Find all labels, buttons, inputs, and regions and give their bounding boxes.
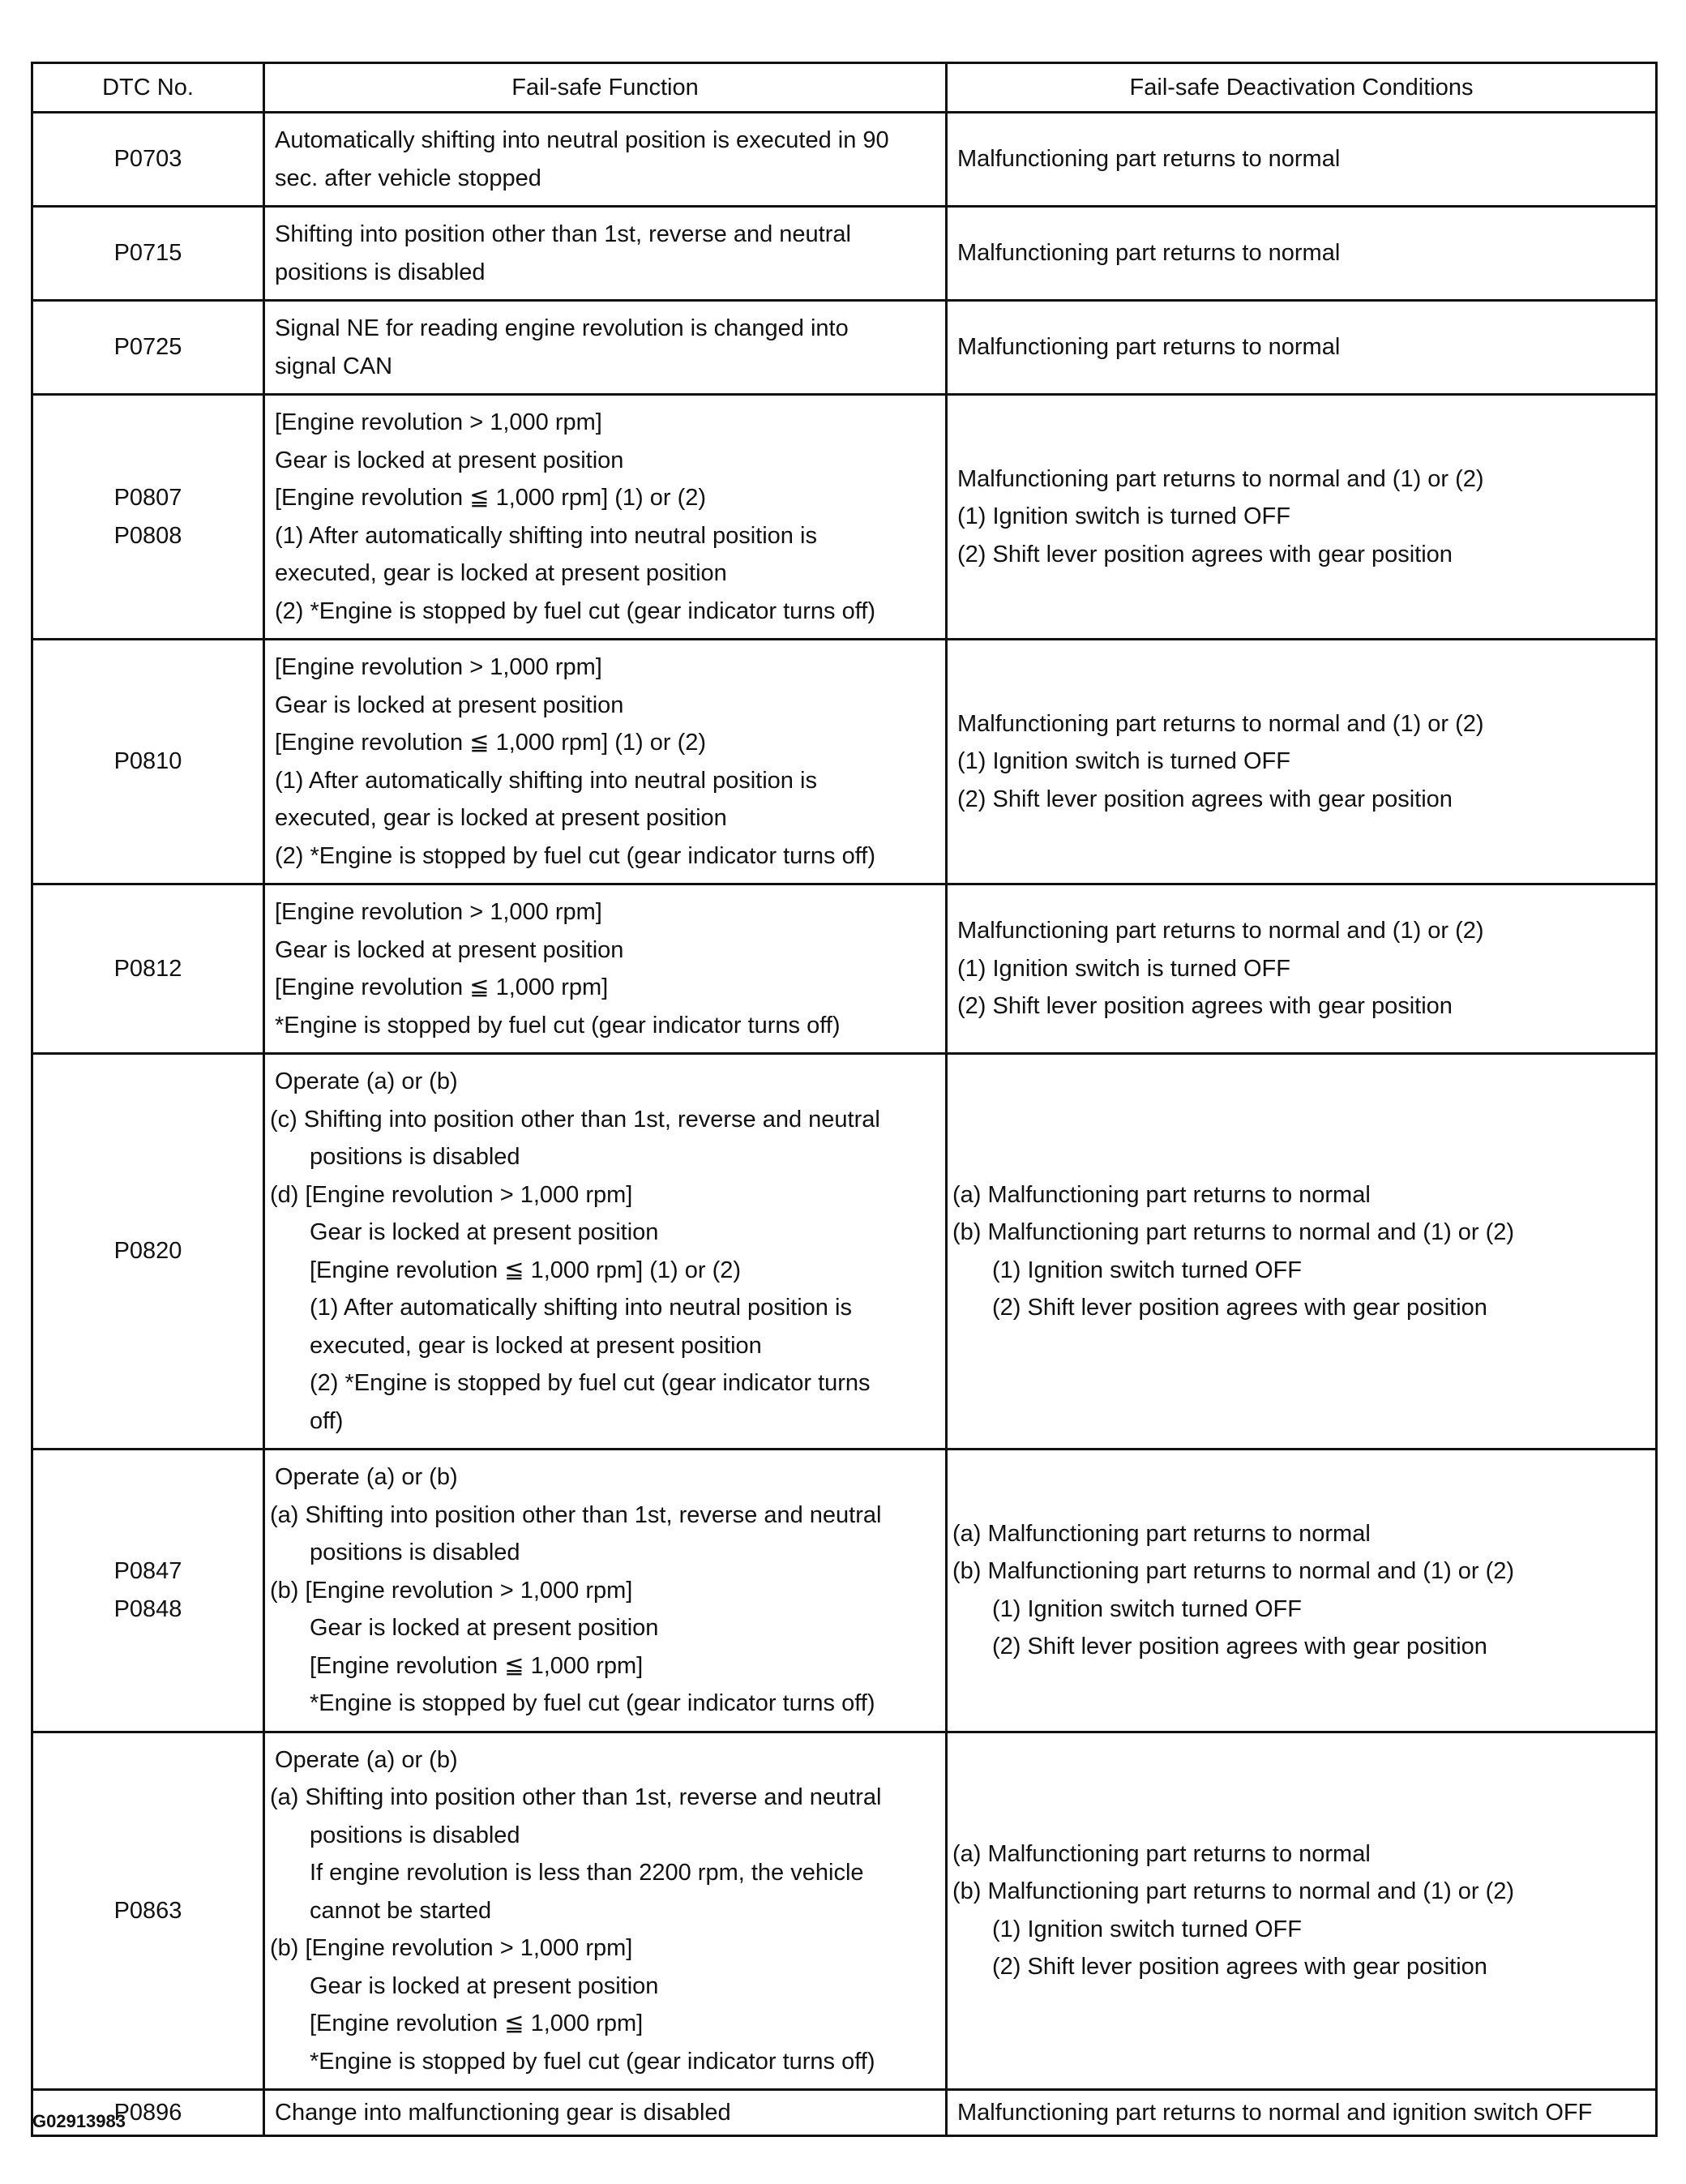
fail-safe-function-cell bbox=[264, 1732, 947, 2090]
dtc-code: P0715 bbox=[113, 240, 182, 267]
cell-line: (b) [Engine revolution > 1,000 rpm] bbox=[270, 1577, 633, 1604]
header-dtc-no: DTC No. bbox=[32, 63, 264, 113]
cell-line: Automatically shifting into neutral position is executed in 90 bbox=[275, 127, 889, 153]
cell-line: (1) After automatically shifting into neutral position is bbox=[275, 522, 817, 549]
cell-line: positions is disabled bbox=[310, 1540, 520, 1565]
fail-safe-function-cell bbox=[264, 1054, 947, 1450]
cell-line: (d) [Engine revolution > 1,000 rpm] bbox=[270, 1181, 633, 1208]
cell-line: (b) Malfunctioning part returns to normal and (1) or (2) bbox=[952, 1558, 1515, 1585]
deactivation-condition-cell bbox=[947, 640, 1657, 884]
cell-line: Malfunctioning part returns to normal and (1) or (2) bbox=[957, 918, 1484, 944]
dtc-code: P0847 bbox=[113, 1558, 182, 1585]
cell-line: (2) Shift lever position agrees with gear position bbox=[957, 786, 1453, 812]
dtc-code-cell bbox=[32, 207, 264, 301]
cell-line: (b) Malfunctioning part returns to normal and (1) or (2) bbox=[952, 1219, 1515, 1245]
cell-line: Operate (a) or (b) bbox=[275, 1068, 458, 1094]
dtc-code: P0812 bbox=[113, 955, 182, 982]
cell-line: sec. after vehicle stopped bbox=[275, 165, 541, 191]
cell-line: (2) *Engine is stopped by fuel cut (gear indicator turns off) bbox=[275, 842, 875, 869]
cell-line: Gear is locked at present position bbox=[310, 1615, 659, 1641]
fail-safe-function-cell bbox=[264, 395, 947, 640]
deactivation-condition-cell bbox=[947, 301, 1657, 395]
cell-line: positions is disabled bbox=[310, 1822, 520, 1848]
cell-line: [Engine revolution > 1,000 rpm] bbox=[275, 409, 602, 435]
cell-line: (2) Shift lever position agrees with gear position bbox=[957, 541, 1453, 567]
dtc-code-cell bbox=[32, 640, 264, 884]
fail-safe-function-cell bbox=[264, 884, 947, 1054]
cell-line: Malfunctioning part returns to normal and ignition switch OFF bbox=[957, 2099, 1593, 2126]
fail-safe-function-cell bbox=[264, 2090, 947, 2136]
cell-line: (2) Shift lever position agrees with gear position bbox=[992, 1634, 1487, 1660]
deactivation-condition-cell bbox=[947, 395, 1657, 640]
cell-line: (1) Ignition switch turned OFF bbox=[992, 1916, 1302, 1942]
cell-line: Gear is locked at present position bbox=[275, 447, 624, 473]
cell-line: Malfunctioning part returns to normal bbox=[957, 240, 1341, 267]
header-deactivation-conditions: Fail-safe Deactivation Conditions bbox=[947, 63, 1657, 113]
cell-line: (1) After automatically shifting into neutral position is bbox=[275, 767, 817, 794]
table-row bbox=[32, 1450, 1657, 1732]
cell-line: Malfunctioning part returns to normal bbox=[957, 146, 1341, 173]
dtc-code-cell bbox=[32, 113, 264, 207]
cell-line: (2) *Engine is stopped by fuel cut (gear indicator turns off) bbox=[275, 597, 875, 624]
dtc-code: P0810 bbox=[113, 748, 182, 775]
dtc-code-cell bbox=[32, 884, 264, 1054]
deactivation-condition-cell bbox=[947, 2090, 1657, 2136]
fail-safe-function-cell bbox=[264, 1450, 947, 1732]
table-row bbox=[32, 2090, 1657, 2136]
cell-line: Gear is locked at present position bbox=[275, 692, 624, 718]
dtc-code: P0863 bbox=[113, 1897, 182, 1924]
cell-line: *Engine is stopped by fuel cut (gear indicator turns off) bbox=[275, 1012, 841, 1038]
cell-line: (a) Malfunctioning part returns to normal bbox=[952, 1520, 1371, 1547]
deactivation-condition-cell bbox=[947, 884, 1657, 1054]
deactivation-condition-cell bbox=[947, 1732, 1657, 2090]
cell-line: (1) Ignition switch turned OFF bbox=[992, 1257, 1302, 1283]
table-header-row bbox=[32, 63, 1657, 113]
dtc-code-cell bbox=[32, 1450, 264, 1732]
cell-line: Gear is locked at present position bbox=[310, 1972, 659, 1999]
cell-line: (1) After automatically shifting into neutral position is bbox=[310, 1295, 852, 1321]
cell-line: executed, gear is locked at present position bbox=[275, 805, 727, 831]
cell-line: (1) Ignition switch turned OFF bbox=[992, 1595, 1302, 1622]
fail-safe-function-cell bbox=[264, 301, 947, 395]
cell-line: (2) Shift lever position agrees with gear position bbox=[957, 993, 1453, 1020]
dtc-code: P0820 bbox=[113, 1238, 182, 1265]
cell-line: (b) [Engine revolution > 1,000 rpm] bbox=[270, 1935, 633, 1961]
dtc-code-cell bbox=[32, 1054, 264, 1450]
cell-line: Operate (a) or (b) bbox=[275, 1464, 458, 1490]
cell-line: Malfunctioning part returns to normal and (1) or (2) bbox=[957, 710, 1484, 737]
cell-line: positions is disabled bbox=[275, 259, 486, 285]
cell-line: [Engine revolution ≦ 1,000 rpm] bbox=[310, 2011, 644, 2036]
cell-line: cannot be started bbox=[310, 1897, 492, 1924]
cell-line: signal CAN bbox=[275, 353, 393, 379]
cell-line: *Engine is stopped by fuel cut (gear indicator turns off) bbox=[310, 1690, 875, 1716]
cell-line: Operate (a) or (b) bbox=[275, 1746, 458, 1773]
fail-safe-function-cell bbox=[264, 640, 947, 884]
dtc-code: P0725 bbox=[113, 334, 182, 361]
cell-line: Gear is locked at present position bbox=[275, 936, 624, 963]
cell-line: executed, gear is locked at present position bbox=[310, 1332, 762, 1359]
dtc-code-cell bbox=[32, 395, 264, 640]
cell-line: Change into malfunctioning gear is disabled bbox=[275, 2099, 731, 2126]
fail-safe-function-cell bbox=[264, 207, 947, 301]
cell-line: [Engine revolution ≦ 1,000 rpm] (1) or (2) bbox=[275, 485, 707, 511]
dtc-code-cell bbox=[32, 301, 264, 395]
dtc-code-cell bbox=[32, 1732, 264, 2090]
cell-line: (b) Malfunctioning part returns to normal and (1) or (2) bbox=[952, 1878, 1515, 1905]
table-row bbox=[32, 395, 1657, 640]
table-row bbox=[32, 207, 1657, 301]
table-row bbox=[32, 1732, 1657, 2090]
figure-id: G02913983 bbox=[32, 2111, 126, 2131]
cell-line: [Engine revolution ≦ 1,000 rpm] bbox=[275, 974, 609, 1000]
cell-line: [Engine revolution > 1,000 rpm] bbox=[275, 899, 602, 925]
dtc-code: P0807 bbox=[113, 485, 182, 511]
table-row bbox=[32, 884, 1657, 1054]
deactivation-condition-cell bbox=[947, 1450, 1657, 1732]
cell-line: Signal NE for reading engine revolution is changed into bbox=[275, 315, 849, 341]
cell-line: Shifting into position other than 1st, reverse and neutral bbox=[275, 221, 851, 247]
table-row bbox=[32, 1054, 1657, 1450]
cell-line: (2) *Engine is stopped by fuel cut (gear indicator turns bbox=[310, 1370, 871, 1396]
cell-line: [Engine revolution > 1,000 rpm] bbox=[275, 654, 602, 680]
cell-line: [Engine revolution ≦ 1,000 rpm] (1) or (2) bbox=[310, 1257, 742, 1283]
cell-line: (2) Shift lever position agrees with gear position bbox=[992, 1954, 1487, 1981]
cell-line: executed, gear is locked at present position bbox=[275, 560, 727, 586]
cell-line: (2) Shift lever position agrees with gear position bbox=[992, 1295, 1487, 1321]
cell-line: Malfunctioning part returns to normal and (1) or (2) bbox=[957, 465, 1484, 492]
cell-line: off) bbox=[310, 1407, 344, 1434]
cell-line: (a) Malfunctioning part returns to normal bbox=[952, 1840, 1371, 1867]
cell-line: (a) Shifting into position other than 1st, reverse and neutral bbox=[270, 1784, 882, 1810]
cell-line: (c) Shifting into position other than 1st, reverse and neutral bbox=[270, 1106, 880, 1133]
dtc-code: P0703 bbox=[113, 146, 182, 173]
cell-line: Malfunctioning part returns to normal bbox=[957, 334, 1341, 361]
cell-line: *Engine is stopped by fuel cut (gear indicator turns off) bbox=[310, 2048, 875, 2075]
deactivation-condition-cell bbox=[947, 113, 1657, 207]
deactivation-condition-cell bbox=[947, 1054, 1657, 1450]
cell-line: (a) Shifting into position other than 1st, reverse and neutral bbox=[270, 1501, 882, 1528]
deactivation-condition-cell bbox=[947, 207, 1657, 301]
header-fail-safe-function: Fail-safe Function bbox=[264, 63, 947, 113]
table-row bbox=[32, 640, 1657, 884]
dtc-code: P0808 bbox=[113, 522, 182, 549]
fail-safe-function-cell bbox=[264, 113, 947, 207]
cell-line: If engine revolution is less than 2200 rpm, the vehicle bbox=[310, 1860, 864, 1886]
dtc-code: P0848 bbox=[113, 1595, 182, 1622]
cell-line: (1) Ignition switch is turned OFF bbox=[957, 503, 1290, 530]
dtc-failsafe-table bbox=[31, 62, 1658, 2137]
cell-line: [Engine revolution ≦ 1,000 rpm] (1) or (2) bbox=[275, 730, 707, 756]
table-row bbox=[32, 113, 1657, 207]
cell-line: positions is disabled bbox=[310, 1144, 520, 1170]
cell-line: (a) Malfunctioning part returns to normal bbox=[952, 1181, 1371, 1208]
cell-line: (1) Ignition switch is turned OFF bbox=[957, 748, 1290, 775]
dtc-code: P0896 bbox=[113, 2099, 182, 2126]
cell-line: Gear is locked at present position bbox=[310, 1219, 659, 1245]
cell-line: [Engine revolution ≦ 1,000 rpm] bbox=[310, 1652, 644, 1679]
cell-line: (1) Ignition switch is turned OFF bbox=[957, 955, 1290, 982]
table-body bbox=[32, 113, 1657, 2136]
table-row bbox=[32, 301, 1657, 395]
